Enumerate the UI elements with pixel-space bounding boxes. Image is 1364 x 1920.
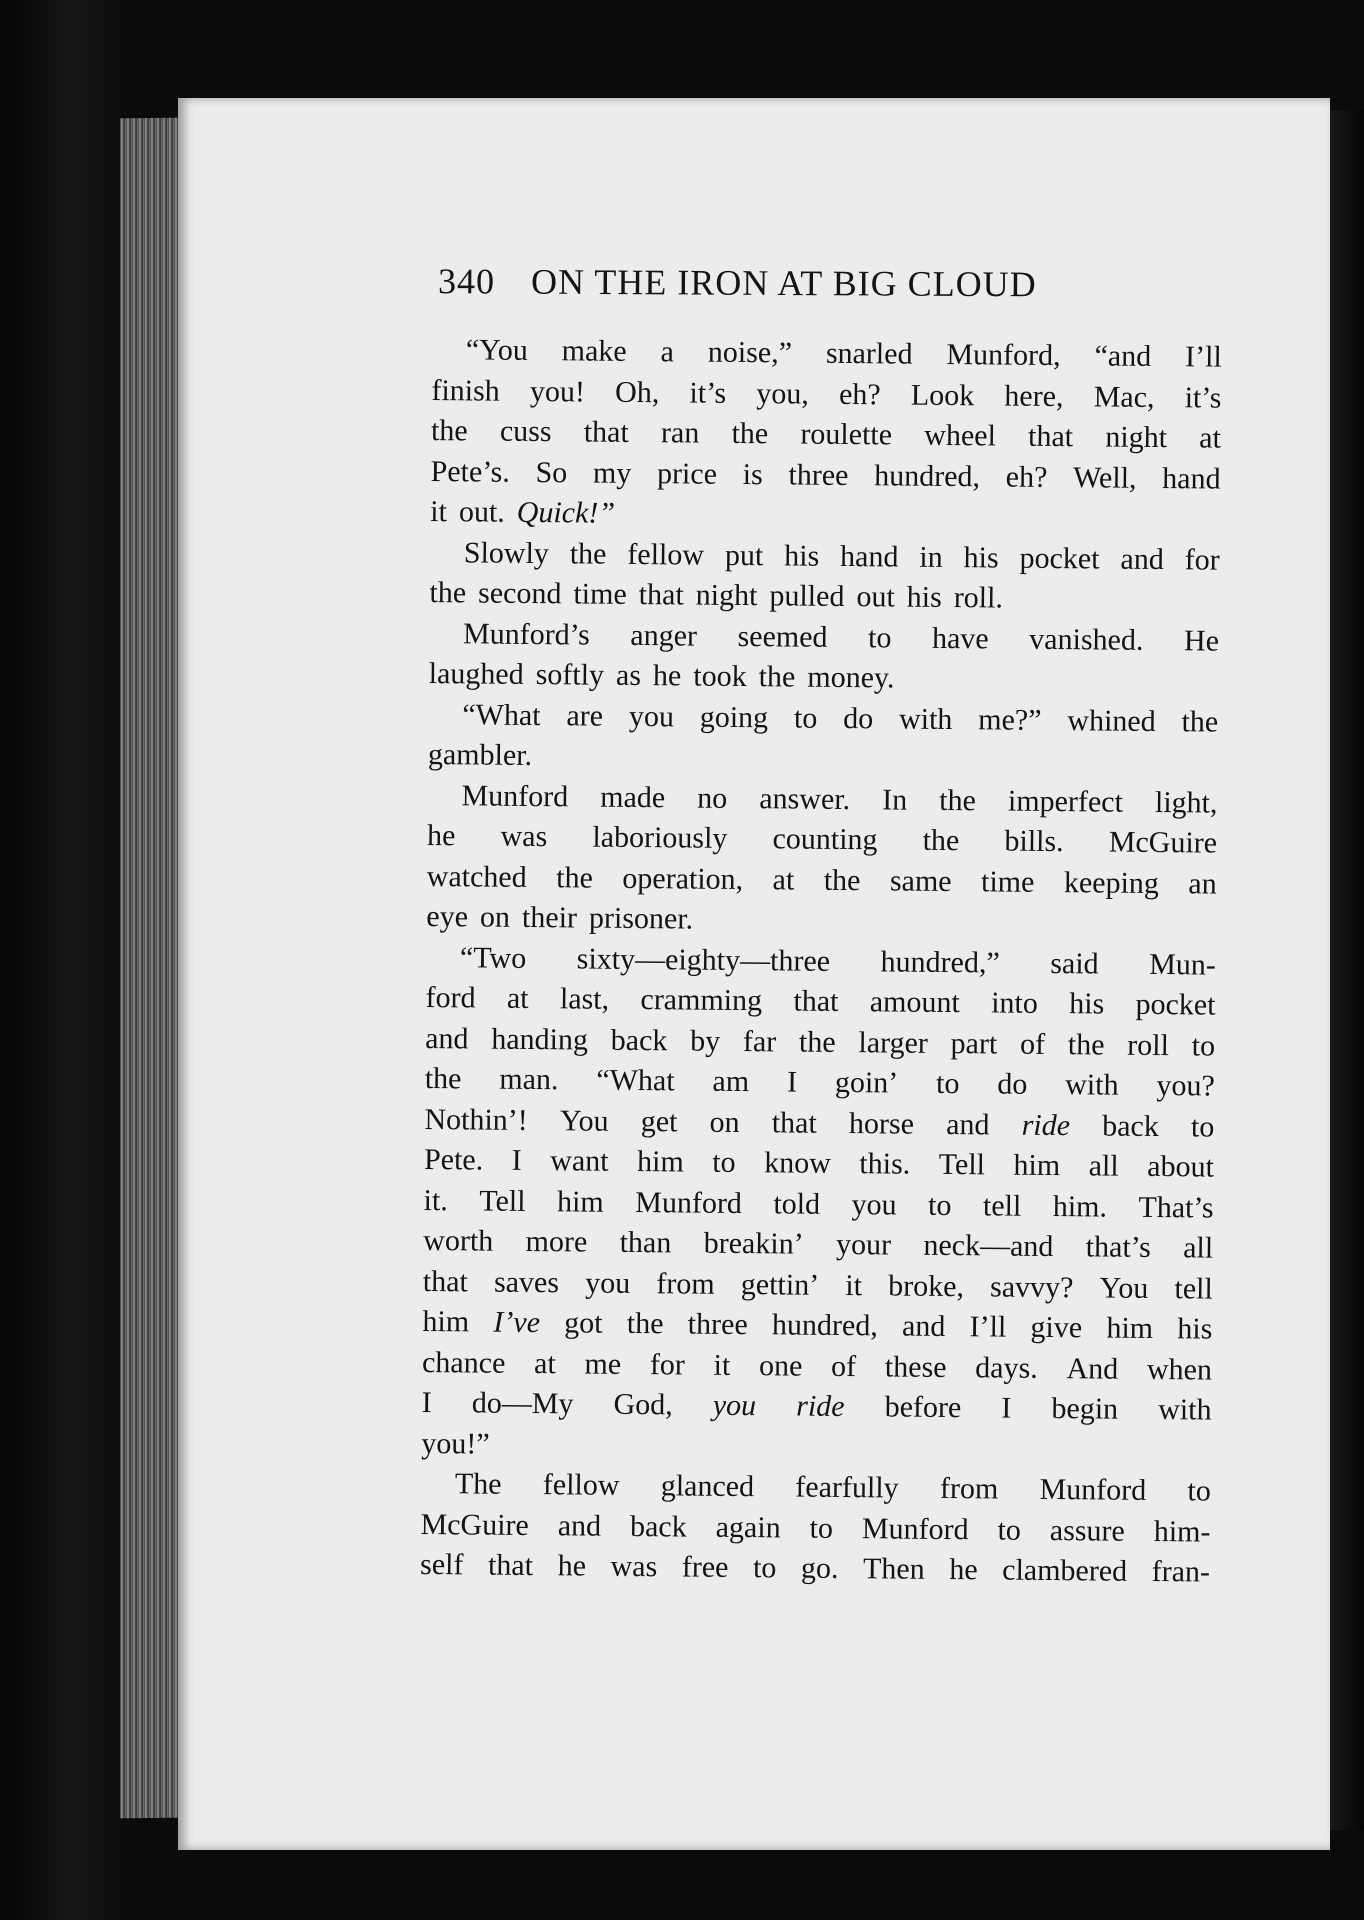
word: hundred, xyxy=(874,458,981,493)
word: told xyxy=(773,1186,821,1221)
word: him xyxy=(1106,1311,1154,1345)
word: snarled xyxy=(825,336,913,371)
word: by xyxy=(690,1024,721,1058)
word: have xyxy=(931,621,989,655)
word: the xyxy=(798,1025,836,1059)
word: and xyxy=(1120,542,1164,576)
word: laughed xyxy=(428,656,524,691)
word: answer. xyxy=(759,781,851,816)
word: Pete’s. xyxy=(430,454,510,489)
body-text xyxy=(420,330,1222,1593)
word: to xyxy=(793,700,818,735)
word: McGuire xyxy=(420,1507,529,1542)
word: goin’ xyxy=(834,1065,899,1100)
word: man. xyxy=(499,1062,559,1097)
word: are xyxy=(566,698,604,733)
word: You xyxy=(1099,1270,1149,1305)
word: the xyxy=(556,860,594,895)
word: sixty—eighty—three xyxy=(576,941,831,978)
word: finish xyxy=(431,373,500,408)
word: Munford xyxy=(861,1511,969,1546)
page-number: 340 xyxy=(437,261,496,302)
word: same xyxy=(889,863,952,898)
word: Nothin’! xyxy=(424,1102,528,1137)
word: him. xyxy=(1052,1189,1108,1224)
word: in xyxy=(919,540,943,574)
word: to xyxy=(752,1551,777,1585)
word: at xyxy=(533,1346,556,1380)
word: as xyxy=(615,658,642,693)
word: all xyxy=(1183,1231,1214,1265)
word: want xyxy=(550,1144,609,1178)
word: to xyxy=(1190,1109,1215,1144)
word: fellow xyxy=(542,1468,620,1502)
word: get xyxy=(640,1104,678,1138)
word: Well, xyxy=(1072,460,1137,495)
word: at xyxy=(506,981,529,1015)
word: cuss xyxy=(499,414,552,449)
word: Slowly xyxy=(463,535,550,570)
word: fearfully xyxy=(795,1470,899,1505)
running-title: ON THE IRON AT BIG CLOUD xyxy=(530,261,1037,305)
word: night xyxy=(695,578,758,613)
word: out. xyxy=(458,495,505,529)
word: do xyxy=(997,1067,1028,1101)
word: it xyxy=(713,1348,731,1382)
word: Tell xyxy=(479,1183,526,1218)
word: of xyxy=(830,1349,857,1383)
word: chance xyxy=(421,1345,506,1380)
word: his xyxy=(1069,987,1105,1021)
word: a xyxy=(660,335,675,369)
word: it’s xyxy=(1184,380,1222,415)
word: made xyxy=(600,780,666,814)
word: do xyxy=(843,701,874,735)
word: than xyxy=(619,1225,672,1260)
word: The xyxy=(454,1467,502,1501)
word: that xyxy=(638,577,684,612)
word: Pete. xyxy=(423,1142,484,1177)
book-spine-shadow xyxy=(0,0,120,1920)
word: back xyxy=(610,1023,668,1057)
word: roll. xyxy=(953,581,1004,615)
word: to xyxy=(867,620,892,654)
word: eh? xyxy=(1005,460,1048,494)
word: days. xyxy=(975,1350,1038,1385)
word: going xyxy=(699,700,769,734)
word: God, xyxy=(613,1387,673,1422)
word: second xyxy=(477,576,562,611)
word: he xyxy=(652,659,682,693)
word: an xyxy=(1188,866,1217,901)
word: the xyxy=(823,863,861,897)
word: and xyxy=(425,1021,469,1055)
word: gambler. xyxy=(427,737,533,772)
word: Munford xyxy=(1039,1472,1147,1507)
word: money. xyxy=(807,660,895,695)
word: McGuire xyxy=(1108,825,1218,860)
word: before xyxy=(884,1390,962,1425)
word: tell xyxy=(1174,1271,1213,1306)
text-line xyxy=(427,816,1217,864)
word: I xyxy=(421,1385,432,1420)
word: with xyxy=(1065,1068,1119,1102)
word: him xyxy=(1013,1148,1061,1183)
word: “What xyxy=(462,697,541,732)
word: he xyxy=(949,1553,978,1587)
word: my xyxy=(592,456,632,490)
word: with xyxy=(898,702,953,736)
word: you, xyxy=(756,376,810,411)
word: these xyxy=(884,1349,947,1384)
word: handing xyxy=(491,1022,589,1057)
word: “You xyxy=(465,333,528,367)
word: that xyxy=(583,415,629,449)
word: that’s xyxy=(1085,1230,1151,1264)
word: Quick!” xyxy=(516,495,616,530)
word: the xyxy=(939,783,977,817)
word: tell xyxy=(982,1188,1022,1223)
word: imperfect xyxy=(1007,784,1124,819)
word: ran xyxy=(660,416,700,450)
word: hand xyxy=(1162,461,1221,496)
word: all xyxy=(1088,1149,1119,1183)
word: neck—and xyxy=(923,1228,1054,1264)
word: wheel xyxy=(924,418,997,453)
word: ride xyxy=(1021,1108,1071,1142)
word: time xyxy=(980,864,1035,899)
word: Look xyxy=(910,378,975,412)
word: that xyxy=(422,1264,469,1298)
word: You xyxy=(559,1103,609,1138)
word: counting xyxy=(772,822,878,857)
text-line xyxy=(425,1059,1215,1107)
word: and xyxy=(901,1309,946,1343)
word: you xyxy=(712,1388,757,1423)
word: horse xyxy=(848,1106,915,1141)
word: That’s xyxy=(1138,1190,1214,1225)
word: broke, xyxy=(888,1268,965,1303)
word: And xyxy=(1066,1351,1119,1386)
word: Oh, xyxy=(614,375,660,409)
word: far xyxy=(742,1024,777,1058)
word: I’ll xyxy=(1184,340,1222,374)
word: it’s xyxy=(689,375,727,410)
word: the xyxy=(922,823,960,858)
word: he xyxy=(426,818,456,853)
word: you!” xyxy=(421,1426,490,1461)
word: whined xyxy=(1067,703,1156,738)
word: to xyxy=(1187,1474,1212,1508)
word: for xyxy=(1184,542,1220,577)
running-header xyxy=(438,260,1138,306)
word: his xyxy=(1177,1312,1213,1346)
text-line xyxy=(422,1383,1212,1431)
word: hundred, xyxy=(771,1308,878,1343)
word: assure xyxy=(1049,1513,1126,1548)
word: from xyxy=(939,1471,999,1506)
word: night xyxy=(1105,420,1168,455)
word: “What xyxy=(596,1063,675,1098)
word: Mac, xyxy=(1093,379,1155,414)
word: seemed xyxy=(737,619,828,654)
word: that xyxy=(771,1105,817,1140)
word: watched xyxy=(426,859,527,894)
word: to xyxy=(927,1188,952,1222)
word: I xyxy=(786,1065,798,1099)
word: to xyxy=(1191,1028,1216,1063)
word: the xyxy=(430,413,468,448)
word: is xyxy=(742,457,763,491)
word: saves xyxy=(493,1265,560,1299)
word: fran- xyxy=(1151,1554,1211,1589)
word: for xyxy=(649,1347,686,1381)
word: hundred,” xyxy=(880,944,1000,979)
word: more xyxy=(525,1224,588,1259)
word: no xyxy=(697,781,728,815)
text-line xyxy=(429,654,1219,702)
word: to xyxy=(997,1512,1022,1547)
word: on xyxy=(709,1105,740,1139)
word: operation, xyxy=(622,861,744,896)
word: and xyxy=(557,1508,602,1543)
text-line xyxy=(420,1545,1210,1593)
word: with xyxy=(1158,1393,1212,1427)
text-line xyxy=(423,1261,1213,1309)
word: Munford, xyxy=(946,337,1061,373)
word: about xyxy=(1147,1149,1215,1184)
word: the xyxy=(758,660,796,694)
word: Munford xyxy=(461,778,569,813)
word: it xyxy=(845,1268,863,1302)
word: when xyxy=(1146,1352,1213,1387)
word: you? xyxy=(1156,1068,1215,1103)
word: got xyxy=(564,1306,603,1340)
word: the xyxy=(424,1061,462,1096)
word: glanced xyxy=(660,1469,755,1504)
word: here, xyxy=(1004,378,1064,413)
word: cramming xyxy=(640,983,763,1018)
word: the xyxy=(731,416,769,451)
text-line xyxy=(426,897,1216,945)
word: the xyxy=(1067,1027,1105,1061)
page-edges xyxy=(120,118,182,1819)
word: his xyxy=(963,540,999,574)
word: ford xyxy=(425,980,476,1015)
word: at xyxy=(1199,421,1222,455)
word: give xyxy=(1030,1310,1083,1345)
word: you xyxy=(585,1266,631,1300)
word: to xyxy=(712,1145,736,1179)
word: put xyxy=(724,538,764,572)
word: part xyxy=(950,1026,998,1060)
word: last, xyxy=(559,982,610,1016)
word: bills. xyxy=(1004,824,1064,859)
word: the xyxy=(569,536,607,571)
word: one xyxy=(758,1348,803,1383)
word: at xyxy=(772,862,795,897)
word: their xyxy=(521,900,578,935)
word: hand xyxy=(839,539,899,573)
word: me xyxy=(584,1347,622,1381)
word: Munford’s xyxy=(462,616,590,652)
word: fellow xyxy=(627,537,705,572)
word: this. xyxy=(859,1147,911,1181)
word: three xyxy=(687,1307,748,1342)
word: prisoner. xyxy=(588,901,694,936)
word: you xyxy=(851,1187,897,1221)
word: back xyxy=(1102,1108,1159,1143)
word: eh? xyxy=(838,377,881,411)
word: to xyxy=(809,1511,834,1545)
word: took xyxy=(693,659,747,694)
word: roll xyxy=(1127,1028,1170,1062)
word: on xyxy=(479,900,511,934)
word: him xyxy=(556,1184,604,1219)
word: it. xyxy=(423,1183,448,1217)
word: go. xyxy=(800,1551,839,1585)
word: him- xyxy=(1153,1514,1211,1549)
word: back xyxy=(629,1509,687,1543)
word: it xyxy=(430,494,448,529)
word: price xyxy=(656,456,718,491)
word: you! xyxy=(529,374,586,408)
word: him xyxy=(636,1145,684,1179)
word: He xyxy=(1183,623,1220,658)
word: know xyxy=(764,1146,832,1180)
word: Munford xyxy=(635,1185,743,1220)
word: his xyxy=(784,538,820,573)
word: “Two xyxy=(459,940,527,975)
word: Then xyxy=(862,1552,925,1586)
word: your xyxy=(835,1227,892,1262)
word: of xyxy=(1019,1027,1046,1061)
word: the xyxy=(626,1306,664,1341)
word: was xyxy=(610,1549,658,1584)
word: worth xyxy=(423,1223,494,1258)
word: do—My xyxy=(471,1386,574,1421)
word: anger xyxy=(630,618,698,653)
word: I xyxy=(511,1143,522,1177)
word: him xyxy=(422,1304,470,1339)
word: ride xyxy=(796,1389,845,1424)
facing-page-shadow xyxy=(1330,110,1364,1830)
word: Tell xyxy=(938,1147,986,1182)
word: the xyxy=(429,575,467,610)
word: noise,” xyxy=(707,335,793,370)
word: he xyxy=(557,1549,587,1583)
word: begin xyxy=(1051,1391,1119,1426)
word: I’ve xyxy=(493,1305,541,1340)
word: three xyxy=(788,457,849,492)
word: amount xyxy=(869,985,960,1020)
word: light, xyxy=(1154,785,1218,820)
word: his xyxy=(906,580,942,614)
word: larger xyxy=(858,1025,929,1060)
word: “and xyxy=(1094,339,1152,373)
word: Mun- xyxy=(1149,947,1217,982)
word: the xyxy=(1181,704,1219,739)
word: gettin’ xyxy=(740,1267,820,1302)
word: eye xyxy=(426,899,469,934)
word: time xyxy=(573,577,627,611)
word: free xyxy=(681,1550,729,1584)
word: vanished. xyxy=(1029,622,1144,657)
word: me?” xyxy=(978,702,1042,737)
word: that xyxy=(487,1548,534,1583)
word: keeping xyxy=(1063,865,1160,900)
word: am xyxy=(712,1064,750,1099)
word: that xyxy=(793,984,839,1018)
word: savvy? xyxy=(989,1269,1074,1304)
word: pocket xyxy=(1019,541,1100,575)
word: said xyxy=(1050,946,1099,980)
word: again xyxy=(715,1510,781,1544)
word: from xyxy=(656,1266,715,1301)
word: into xyxy=(991,986,1039,1020)
word: that xyxy=(1027,419,1074,454)
word: I’ll xyxy=(969,1310,1007,1344)
word: out xyxy=(856,580,895,614)
word: I xyxy=(1001,1391,1012,1425)
word: roulette xyxy=(800,417,893,452)
word: make xyxy=(561,334,627,368)
word: to xyxy=(935,1066,960,1101)
word: self xyxy=(419,1547,464,1582)
word: In xyxy=(882,782,908,817)
word: breakin’ xyxy=(703,1226,804,1261)
word: clambered xyxy=(1002,1553,1128,1588)
word: softly xyxy=(535,658,605,692)
word: laboriously xyxy=(592,820,728,855)
word: pocket xyxy=(1135,987,1216,1022)
word: was xyxy=(500,819,548,854)
word: and xyxy=(946,1107,990,1141)
word: So xyxy=(535,455,568,489)
word: you xyxy=(628,699,675,733)
word: pulled xyxy=(769,579,845,613)
